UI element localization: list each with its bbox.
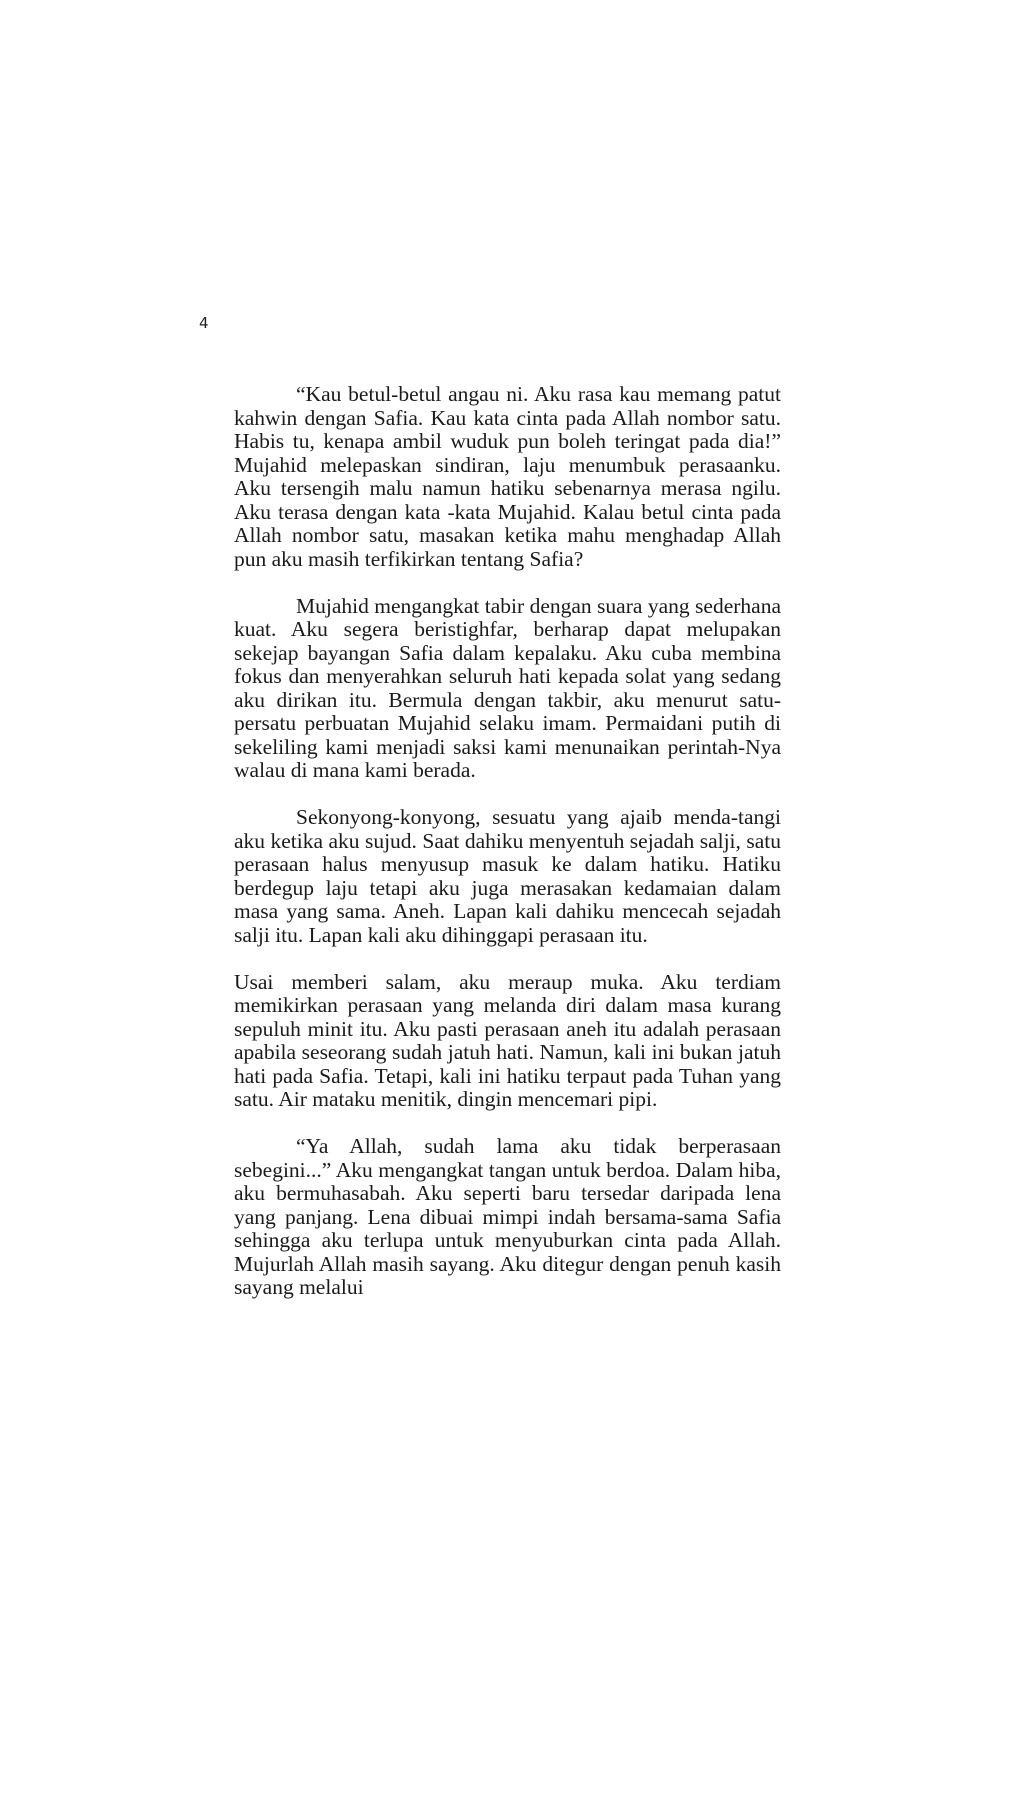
paragraph-2: Mujahid mengangkat tabir dengan suara yang sederhana kuat. Aku segera beristighfar, berharap dapat melupakan sekejap bayangan Safia dalam kepalaku. Aku cuba membina fokus dan menyerahkan seluruh hati kepada solat yang sedang aku dirikan itu. Bermula dengan takbir, aku menurut satu-persatu perbuatan Mujahid selaku imam. Permaidani putih di sekeliling kami menjadi saksi kami menunaikan perintah-Nya walau di mana kami berada. (234, 593, 781, 782)
paragraph-1: “Kau betul-betul angau ni. Aku rasa kau memang patut kahwin dengan Safia. Kau kata cinta pada Allah nombor satu. Habis tu, kenapa ambil wuduk pun boleh teringat pada dia!” Mujahid melepaskan sindiran, laju menumbuk perasaanku. Aku tersengih malu namun hatiku sebenarnya merasa ngilu. Aku terasa dengan kata -kata Mujahid. Kalau betul cinta pada Allah nombor satu, masakan ketika mahu menghadap Allah pun aku masih terfikirkan tentang Safia? (234, 382, 781, 571)
paragraph-5: “Ya Allah, sudah lama aku tidak berperasaan sebegini...” Aku mengangkat tangan untuk berdoa. Dalam hiba, aku bermuhasabah. Aku seperti baru tersedar daripada lena yang panjang. Lena dibuai mimpi indah bersama-sama Safia sehingga aku terlupa untuk menyuburkan cinta pada Allah. Mujurlah Allah masih sayang. Aku ditegur dengan penuh kasih sayang melalui (234, 1134, 781, 1299)
body-text (234, 383, 781, 1300)
page-number: 4 (199, 314, 209, 332)
paragraph-4: Usai memberi salam, aku meraup muka. Aku terdiam memikirkan perasaan yang melanda diri dalam masa kurang sepuluh minit itu. Aku pasti perasaan aneh itu adalah perasaan apabila seseorang sudah jatuh hati. Namun, kali ini bukan jatuh hati pada Safia. Tetapi, kali ini hatiku terpaut pada Tuhan yang satu. Air mataku menitik, dingin mencemari pipi. (234, 969, 781, 1111)
paragraph-3: Sekonyong-konyong, sesuatu yang ajaib menda-tangi aku ketika aku sujud. Saat dahiku menyentuh sejadah salji, satu perasaan halus menyusup masuk ke dalam hatiku. Hatiku berdegup laju tetapi aku juga merasakan kedamaian dalam masa yang sama. Aneh. Lapan kali dahiku mencecah sejadah salji itu. Lapan kali aku dihinggapi perasaan itu. (234, 805, 781, 947)
